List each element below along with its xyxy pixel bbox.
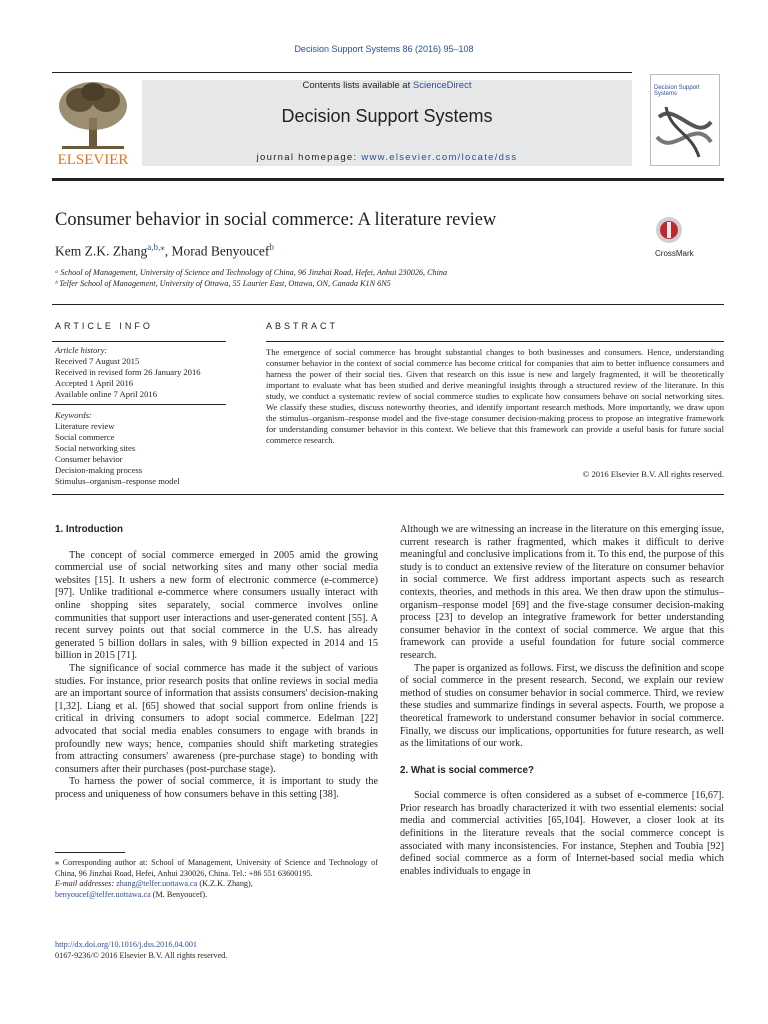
keyword: Social commerce [55, 432, 115, 442]
history-online: Available online 7 April 2016 [55, 389, 157, 399]
elsevier-tree-icon [52, 78, 134, 168]
keyword: Consumer behavior [55, 454, 123, 464]
keywords [55, 410, 230, 487]
email-2-name: (M. Benyoucef). [150, 889, 208, 899]
crossmark-label: CrossMark [655, 248, 694, 258]
elsevier-logo [52, 78, 134, 168]
keywords-rule [52, 404, 226, 405]
email-link-1[interactable]: zhang@telfer.uottawa.ca [116, 879, 198, 888]
crossmark-icon [655, 216, 683, 244]
paragraph: To harness the power of social commerce, it is important to study the process and uniqueness of how consumers behave in this setting [38]. [55, 776, 378, 800]
author-2: , Morad Benyoucef [164, 243, 270, 259]
abstract-rule [266, 341, 724, 342]
paragraph: The paper is organized as follows. First, we discuss the definition and scope of social commerce in the present research. Second, we explain our review method of studies on consumer behavior in social commerce. Third, we review these studies and summarize findings in several aspects. Fourth, we propose a theoretical framework to understand consumer behavior in social commerce. Finally, we discuss our implications, opportunities for future research, as well as the limitations of our work. [400, 662, 724, 750]
left-column [55, 524, 378, 801]
affil-rule [52, 304, 724, 305]
history-revised: Received in revised form 26 January 2016 [55, 367, 201, 377]
keyword: Decision-making process [55, 465, 143, 475]
cover-title: Decision Support Systems [654, 85, 700, 97]
affiliation-a: ᵃ School of Management, University of Science and Technology of China, 96 Jinzhai Road, Hefei, Anhui 230026, China [55, 268, 448, 277]
section-2-heading: 2. What is social commerce? [400, 764, 534, 776]
homepage-line [142, 152, 632, 163]
footnotes [55, 858, 378, 900]
top-rule [52, 72, 632, 73]
authors [55, 242, 274, 260]
publisher-name: ELSEVIER [57, 152, 129, 168]
article-title: Consumer behavior in social commerce: A literature review [55, 210, 497, 230]
sciencedirect-link[interactable]: ScienceDirect [412, 80, 472, 91]
author-1: Kem Z.K. Zhang [55, 243, 148, 259]
crossmark-badge[interactable] [655, 216, 725, 258]
history-received: Received 7 August 2015 [55, 356, 140, 366]
keyword: Literature review [55, 421, 115, 431]
article-info-rule [52, 341, 226, 342]
journal-citation[interactable]: Decision Support Systems 86 (2016) 95–108 [294, 44, 474, 54]
abstract-copyright: © 2016 Elsevier B.V. All rights reserved. [582, 469, 724, 479]
email-label: E-mail addresses: [55, 879, 117, 888]
keyword: Social networking sites [55, 443, 136, 453]
email-line-2 [55, 890, 378, 901]
abstract-text: The emergence of social commerce has brought substantial changes to both businesses and consumers. Hence, understanding consumer behavior in the context of social commerce has become critical for companies that aim to better influence consumers and harness the power of their social ties. Given that research on this issue is new and largely fragmented, it will be theoretically important to evaluate what has been studied and derive meaningful insights through a structured review of the literature. In this study, we conduct a systematic review of social commerce studies to explicate how consumers behave on social networking sites. We classify these studies, discuss noteworthy theories, and identify important research methods. More importantly, we draw upon the stimulus–organism–response model and the five-stage consumer decision-making process to propose an integrative framework for understanding consumer behavior in this context. We believe that this framework can provide a useful basis for future social commerce research. [266, 347, 724, 445]
corresponding-author-note: ⁎ Corresponding author at: School of Management, University of Science and Technology of China, 96 Jinzhai Road, Hefei, Anhui 230026, China. Tel.: +86 551 63600195. [55, 858, 378, 878]
email-line [55, 879, 378, 890]
keyword: Stimulus–organism–response model [55, 476, 180, 486]
abstract-heading: ABSTRACT [266, 321, 339, 331]
paragraph: Social commerce is often considered as a subset of e-commerce [16,67]. Prior research has broadly characterized it with two essential elements: social media and commercial activities [65,104]. However, a closer look at its definitions in the literature reveals that the social commerce concept is associated with many inconsistencies. For instance, Stephen and Toubia [92] defined social commerce as a form of Internet-based social media which enables individuals to engage in [400, 790, 724, 877]
article-history [55, 345, 230, 400]
history-accepted: Accepted 1 April 2016 [55, 378, 134, 388]
journal-title: Decision Support Systems [281, 106, 493, 126]
contents-line [142, 80, 632, 91]
email-1-name: (K.Z.K. Zhang), [197, 879, 253, 888]
footnote-rule [55, 852, 125, 853]
contents-prefix: Contents lists available at [302, 80, 413, 91]
cover-knot-icon [651, 97, 717, 163]
frontmatter-rule [52, 494, 724, 495]
email-link-2[interactable]: benyoucef@telfer.uottawa.ca [55, 889, 151, 899]
author-2-affil[interactable]: b [269, 242, 274, 252]
paragraph: Although we are witnessing an increase in the literature on this emerging issue, current research is rather fragmented, which makes it difficult to derive meaningful and conclusive implications from it. To this end, the purpose of this study is to conduct an extensive review of the literature on consumer behavior in social commerce. We first address important aspects such as research contexts, theories, and methods in this area. We then draw upon the stimulus–organism–response model [69] and the five-stage consumer decision-making process [23] to develop an integrative framework for better understanding consumer behavior in the context of social commerce. We argue that this framework can provide a useful foundation for future social commerce research. [400, 524, 724, 661]
homepage-prefix: journal homepage: [256, 152, 362, 163]
doi-link[interactable]: http://dx.doi.org/10.1016/j.dss.2016.04.001 [55, 940, 198, 949]
journal-cover [650, 74, 720, 166]
article-info-heading: ARTICLE INFO [55, 321, 153, 331]
history-label: Article history: [55, 345, 108, 355]
paragraph: The significance of social commerce has made it the subject of various studies. For instance, prior research posits that online reviews in social media are an important source of information that assists consumers' decision-making [1,32]. Liang et al. [65] showed that social support from online friends is critical in driving consumers to adopt social commerce. Edelman [22] advocated that social media enables consumers to engage with brands in profoundly new ways; hence, companies should shift marketing strategies from attracting consumers' awareness (pre-purchase stage) to bonding with consumers after their purchases (post-purchase stage). [55, 662, 378, 775]
masthead-rule [52, 178, 724, 181]
homepage-link[interactable]: www.elsevier.com/locate/dss [361, 152, 518, 163]
keywords-label: Keywords: [55, 410, 92, 420]
issn-line: 0167-9236/© 2016 Elsevier B.V. All rights reserved. [55, 951, 228, 960]
paragraph: The concept of social commerce emerged in 2005 amid the growing commercial use of social networking sites and many other social media websites [15]. It ushers a new form of electronic commerce (e-commerce) [97]. Unlike traditional e-commerce where consumers usually interact with online shopping sites separately, social commerce involves online communities that support user interactions and user-generated content [55]. A recent survey points out that social commerce in the U.S. has already generated 5 billion dollars in sales, with 9 billion expected in 2014 and 15 billion in 2015 [71]. [55, 549, 378, 662]
right-column [400, 524, 724, 878]
affiliation-b: ᵇ Telfer School of Management, University of Ottawa, 55 Laurier East, Ottawa, ON, Canada K1N 6N5 [55, 279, 391, 288]
section-1-heading: 1. Introduction [55, 524, 124, 535]
author-1-affil[interactable]: a,b,⁎ [147, 242, 165, 252]
